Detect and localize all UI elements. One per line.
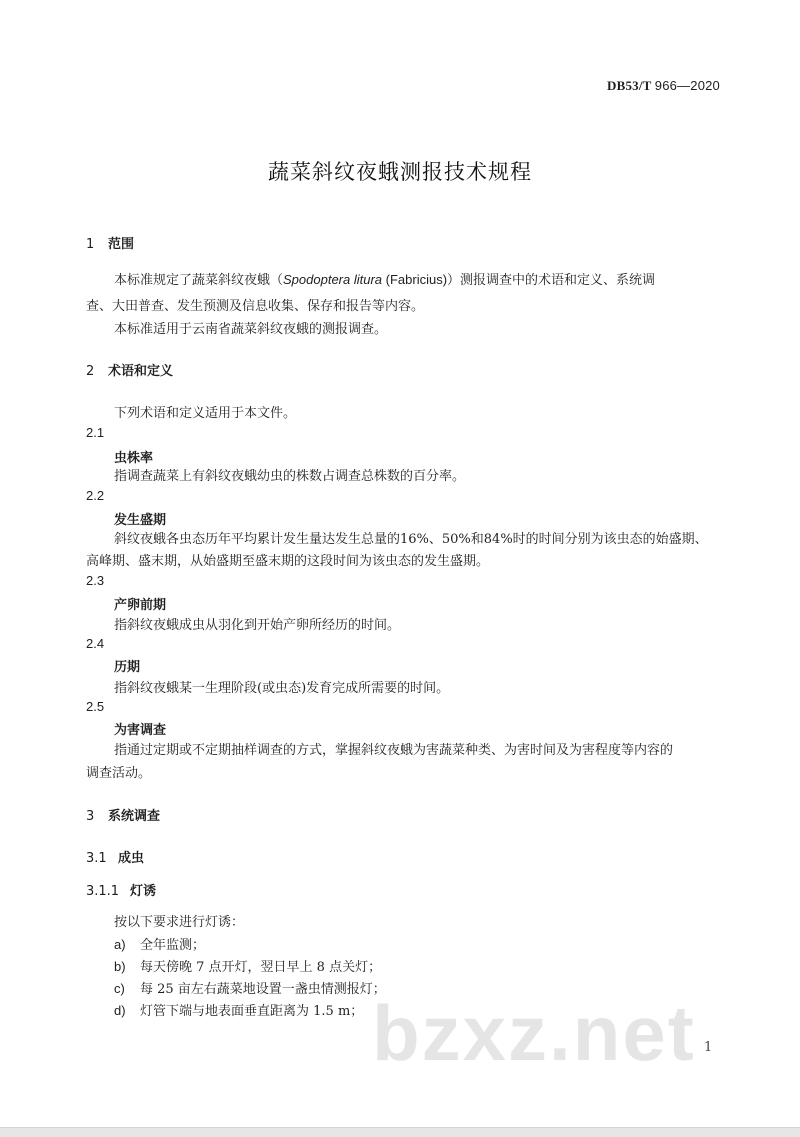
section-3-1-number: 3.1 [86, 851, 107, 866]
page-number: 1 [704, 1040, 713, 1055]
section-1-para-2: 本标准适用于云南省蔬菜斜纹夜蛾的测报调查。 [114, 322, 388, 337]
term-2-5-number: 2.5 [86, 699, 105, 714]
section-1-title: 范围 [108, 237, 135, 252]
author-name: (Fabricius) [382, 272, 448, 287]
section-3-1-heading [86, 847, 144, 866]
section-1-para-1-line-1 [114, 269, 655, 288]
section-2-heading [86, 360, 173, 379]
list-item-marker: c) [114, 981, 125, 996]
list-item-marker: d) [114, 1003, 126, 1018]
para-text: ）测报调查中的术语和定义、系统调 [447, 273, 656, 288]
term-2-4-title: 历期 [114, 660, 141, 675]
section-3-1-title: 成虫 [118, 851, 145, 866]
section-1-number: 1 [86, 237, 95, 252]
section-3-title: 系统调查 [108, 809, 161, 824]
section-3-1-1-intro: 按以下要求进行灯诱： [114, 915, 245, 930]
list-item-text: 灯管下端与地表面垂直距离为 1.5 m； [140, 1004, 364, 1019]
para-text: 本标准规定了蔬菜斜纹夜蛾（ [114, 273, 284, 288]
list-item [114, 1000, 363, 1019]
section-3-1-1-heading [86, 880, 156, 899]
term-2-5-title: 为害调查 [114, 723, 167, 738]
term-2-1-number: 2.1 [86, 425, 105, 440]
term-2-4-number: 2.4 [86, 636, 105, 651]
term-2-1-definition: 指调查蔬菜上有斜纹夜蛾幼虫的株数占调查总株数的百分率。 [114, 469, 466, 484]
section-3-1-1-number: 3.1.1 [86, 884, 120, 899]
page-bottom-edge [0, 1127, 800, 1137]
term-2-2-title: 发生盛期 [114, 513, 167, 528]
term-2-5-definition-line-2: 调查活动。 [86, 766, 152, 781]
term-2-1-title: 虫株率 [114, 451, 154, 466]
list-item [114, 934, 205, 953]
term-2-2-number: 2.2 [86, 488, 105, 503]
latin-name: Spodoptera litura [283, 272, 383, 287]
section-2-number: 2 [86, 364, 95, 379]
list-item-marker: a) [114, 937, 126, 952]
section-3-number: 3 [86, 809, 95, 824]
section-2-title: 术语和定义 [108, 364, 174, 379]
section-3-heading [86, 805, 160, 824]
list-item-text: 每天傍晚 7 点开灯，翌日早上 8 点关灯； [140, 960, 382, 975]
term-2-3-definition: 指斜纹夜蛾成虫从羽化到开始产卵所经历的时间。 [114, 618, 401, 633]
term-2-2-definition-line-2: 高峰期、盛末期，从始盛期至盛末期的这段时间为该虫态的发生盛期。 [86, 554, 490, 569]
term-2-3-title: 产卵前期 [114, 598, 167, 613]
standard-code [607, 78, 720, 94]
list-item-marker: b) [114, 959, 126, 974]
list-item-text: 全年监测； [140, 938, 206, 953]
list-item-text: 每 25 亩左右蔬菜地设置一盏虫情测报灯； [140, 982, 386, 997]
standard-prefix: DB53/T [607, 78, 652, 93]
section-2-intro: 下列术语和定义适用于本文件。 [114, 406, 297, 421]
standard-number: 966—2020 [654, 78, 720, 93]
list-item [114, 956, 381, 975]
term-2-3-number: 2.3 [86, 573, 105, 588]
list-item [114, 978, 386, 997]
term-2-2-definition-line-1: 斜纹夜蛾各虫态历年平均累计发生量达发生总量的16%、50%和84%时的时间分别为该虫态的始盛期、 [114, 532, 708, 547]
section-1-heading [86, 233, 134, 252]
section-3-1-1-title: 灯诱 [130, 884, 157, 899]
term-2-4-definition: 指斜纹夜蛾某一生理阶段(或虫态)发育完成所需要的时间。 [114, 681, 450, 696]
document-title: 蔬菜斜纹夜蛾测报技术规程 [268, 160, 532, 184]
term-2-5-definition-line-1: 指通过定期或不定期抽样调查的方式，掌握斜纹夜蛾为害蔬菜种类、为害时间及为害程度等内容的 [114, 743, 674, 758]
section-1-para-1-line-2: 查、大田普查、发生预测及信息收集、保存和报告等内容。 [86, 299, 425, 314]
watermark: bzxz.net [372, 989, 696, 1077]
